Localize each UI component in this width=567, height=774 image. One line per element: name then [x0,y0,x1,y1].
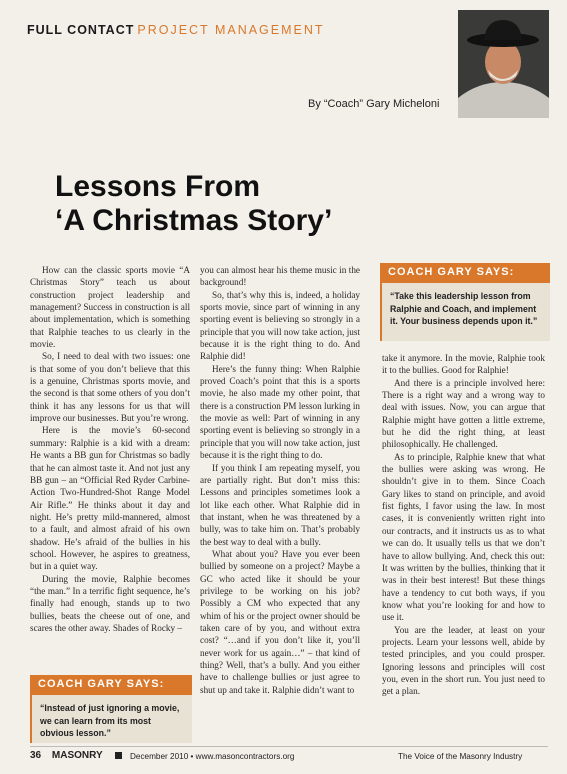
page-number: 36 [30,750,42,761]
pull-quote-box-1 [380,263,550,341]
pull-quote-box-2 [30,675,192,743]
paragraph: Here is the movie’s 60-second summary: Ralphie is a kid with a dream: He wants a BB gun for Christmas so badly that he can almost taste it. And not just any BB gun – an “Official Red Ryder Carbine-Action Two-Hundred-Shot Range Model Air Rifle.” He thinks about it day and night. He’s pretty mild-mannered, almost to a fault, and almost afraid of his own shadow. He’s afraid of the bullies in his school. However, he aspires to greatness, but in a quiet way. [30,425,190,572]
pull-quote-text: “Instead of just ignoring a movie, we can learn from its most obvious lesson.” [40,703,180,738]
author-portrait-icon [458,10,549,118]
pull-quote-heading: COACH GARY SAYS: [382,263,550,283]
magazine-name: MASONRY [51,750,103,761]
footer-square-icon [115,752,122,759]
byline: By “Coach” Gary Micheloni [308,98,440,110]
paragraph: So, that’s why this is, indeed, a holiday sports movie, since part of winning in any sporting event is believing so strongly in a principle that you will now take action, just because it is the right thing to do. And Ralphie did! [200,289,360,362]
paragraph: So, I need to deal with two issues: one is that some of you don’t believe that this is a genuine, Christmas sports movie, and the second is that some others of you don’t think it has any lessons for us that will improve our businesses. But you’re wrong. [30,351,190,424]
paragraph: How can the classic sports movie “A Christmas Story” teach us about construction project leadership and management? Success in construction is all about implementation, which is something that Ralphie teaches to us clearly in the movie. [30,265,190,350]
title-line-1: Lessons From [55,170,261,203]
pull-quote-heading: COACH GARY SAYS: [32,675,192,695]
paragraph: take it anymore. In the movie, Ralphie took it to the bullies. Good for Ralphie! [382,353,545,376]
footer-date-url: December 2010 • www.masoncontractors.org [130,752,295,761]
column-1 [30,264,190,634]
column-3 [382,352,545,698]
footer-page-mag [30,750,103,761]
article-title [55,170,332,238]
paragraph: If you think I am repeating myself, you are partially right. But don’t miss this: Lessons and principles sometimes look a lot like each other. What Ralphie did in that instant, when he was threatened by a bully, was to take him on. That’s probably the best way to deal with a bully. [200,462,360,547]
paragraph: What about you? Have you ever been bullied by someone on a project? Maybe a GC who acted like it should be your privilege to be working on his job? Possibly a CM who expected that any whim of his or the project owner should be taken care of by you, and without extra cost? “…and if you don’t like it, you’ll never work for us again…” – that kind of thing? Well, that’s a bully. And you either have to challenge bullies or just agree to shut up and take it. Ralphie didn’t want to [200,548,360,695]
pull-quote-text: “Take this leadership lesson from Ralphie and Coach, and implement it. Your business depends upon it.” [390,291,538,326]
paragraph: During the movie, Ralphie becomes “the man.” In a terrific fight sequence, he’s finally had enough, stands up to two bullies, beats the cheese out of one, and scares the other away. Shades of Rocky – [30,573,190,633]
paragraph: you can almost hear his theme music in the background! [200,265,360,288]
header-project-management: PROJECT MANAGEMENT [137,23,325,37]
paragraph: And there is a principle involved here: There is a right way and a wrong way to deal with issues. Now, you can argue that Ralphie might have gotten a little extreme, but he did the right thing, at least philosophically. He challenged. [382,377,545,450]
paragraph: You are the leader, at least on your projects. Learn your lessons well, abide by tested principles, and you could prosper. Ignoring lessons and principles will cost you, even in the short run. You just need to get a plan. [382,624,545,697]
title-line-2: ‘A Christmas Story’ [55,204,333,237]
paragraph: As to principle, Ralphie knew that what the bullies were asking was wrong. He shouldn’t give in to them. Since Coach Gary likes to stand on principle, and avoid fist fights, I favor using the law. In most cases, it is conveniently written right into our contracts, and it instructs us as to what we can do. It usually tells us that we don’t have to allow bullying. And, check this out: It was written by the bullies, thinking that it was in their best interest! But these things have a tendency to cut both ways, if you know what you’re looking for and how to use it. [382,451,545,623]
header-full-contact: FULL CONTACT [27,23,135,37]
paragraph: Here’s the funny thing: When Ralphie proved Coach’s point that this is a sports movie, he also made my other point, that there is a construction PM lesson lurking in the movie as well: Part of winning in any sporting event is believing so strongly in a principle that you will now take action, just because it is the right thing to do. [200,363,360,461]
section-header [27,23,325,37]
footer-tagline: The Voice of the Masonry Industry [398,752,523,761]
author-photo [458,10,549,118]
footer-divider [30,746,548,747]
column-2 [200,264,360,696]
